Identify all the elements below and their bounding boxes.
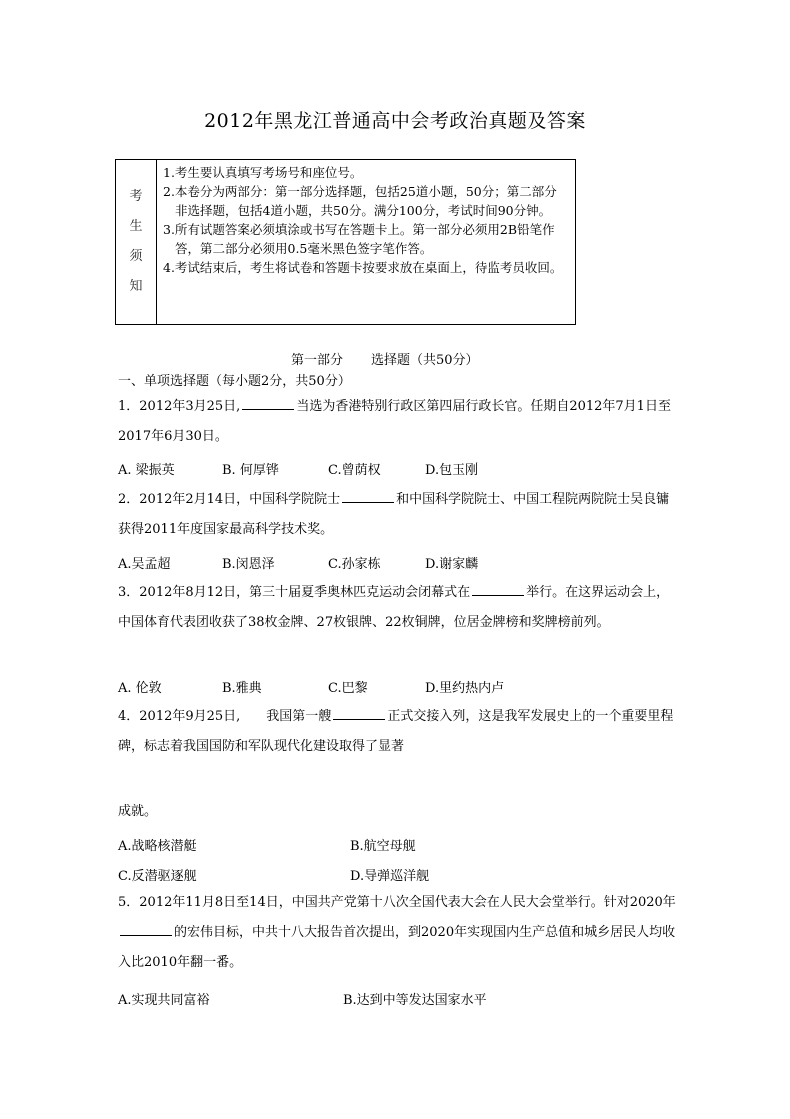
option: C.孙家栋 bbox=[328, 557, 381, 572]
question-text: 和中国科学院院士、中国工程院两院院士吴良镛获得2011年度国家最高科学技术奖。 bbox=[118, 492, 670, 537]
question-text: 3．2012年8月12日，第三十届夏季奥林匹克运动会闭幕式在 bbox=[118, 585, 471, 600]
option: D.导弹巡洋舰 bbox=[350, 869, 430, 884]
answer-blank bbox=[242, 396, 294, 410]
question-text: 的宏伟目标，中共十八大报告首次提出，到2020年实现国内生产总值和城乡居民人均收入比2010年翻一番。 bbox=[118, 925, 676, 970]
option: C.曾荫权 bbox=[328, 463, 381, 478]
question-4-tail: 成就。 bbox=[118, 804, 158, 819]
option: A.实现共同富裕 bbox=[118, 993, 210, 1008]
notice-item: 3.所有试题答案必须填涂或书写在答题卡上。第一部分必须用2B铅笔作答，第二部分必须用0.5毫米黑色签字笔作答。 bbox=[163, 222, 555, 256]
question-text: 当选为香港特别行政区第四届行政长官。任期自2012年7月1日至2017年6月30日。 bbox=[118, 399, 671, 444]
question-text: 举行。在这界运动会上，中国体育代表团收获了38枚金牌、27枚银牌、22枚铜牌，位居金牌榜和奖牌榜前列。 bbox=[118, 585, 670, 630]
answer-blank bbox=[342, 489, 394, 503]
notice-label bbox=[116, 160, 157, 324]
notice-box bbox=[115, 159, 576, 325]
option: B. 何厚铧 bbox=[222, 463, 279, 478]
question-4 bbox=[118, 702, 678, 762]
notice-items bbox=[157, 160, 575, 324]
option: C.反潜驱逐舰 bbox=[118, 869, 197, 884]
notice-label-char: 知 bbox=[129, 279, 143, 294]
option: D.谢家麟 bbox=[425, 557, 479, 572]
page-title: 2012年黑龙江普通高中会考政治真题及答案 bbox=[204, 110, 586, 132]
question-2 bbox=[118, 485, 678, 545]
option: B.达到中等发达国家水平 bbox=[343, 993, 487, 1008]
question-text: 正式交接入列，这是我军发展史上的一个重要里程碑，标志着我国国防和军队现代化建设取得了显著 bbox=[118, 709, 674, 754]
notice-item: 2.本卷分为两部分：第一部分选择题，包括25道小题，50分；第二部分非选择题，包括4道小题，共50分。满分100分，考试时间90分钟。 bbox=[163, 184, 557, 218]
answer-blank bbox=[333, 706, 385, 720]
question-text: 1．2012年3月25日, bbox=[118, 399, 241, 414]
option: B.闵恩泽 bbox=[222, 557, 275, 572]
notice-label-char: 考 bbox=[129, 189, 143, 204]
option: C.巴黎 bbox=[328, 681, 368, 696]
section-title bbox=[291, 349, 479, 368]
section-name: 选择题（共50分） bbox=[371, 353, 479, 368]
option: A. 梁振英 bbox=[118, 463, 175, 478]
notice-label-char: 生 bbox=[129, 219, 143, 234]
question-5 bbox=[118, 888, 678, 978]
subsection-title: 一、单项选择题（每小题2分，共50分） bbox=[118, 374, 351, 389]
section-part: 第一部分 bbox=[291, 353, 344, 368]
option: A.吴孟超 bbox=[118, 557, 171, 572]
option: B.航空母舰 bbox=[350, 839, 416, 854]
notice-label-char: 须 bbox=[129, 249, 143, 264]
option: D.包玉刚 bbox=[425, 463, 479, 478]
question-1 bbox=[118, 392, 678, 452]
option: A. 伦敦 bbox=[118, 681, 162, 696]
option: D.里约热内卢 bbox=[425, 681, 505, 696]
question-text: 2．2012年2月14日，中国科学院院士 bbox=[118, 492, 341, 507]
answer-blank bbox=[472, 582, 524, 596]
notice-item: 4.考试结束后，考生将试卷和答题卡按要求放在桌面上，待监考员收回。 bbox=[163, 260, 563, 275]
option: A.战略核潜艇 bbox=[118, 839, 197, 854]
option: B.雅典 bbox=[222, 681, 262, 696]
question-text: 4．2012年9月25日, 我国第一艘 bbox=[118, 709, 332, 724]
question-text: 5．2012年11月8日至14日，中国共产党第十八次全国代表大会在人民大会堂举行。针对2020年 bbox=[118, 895, 676, 910]
notice-item: 1.考生要认真填写考场号和座位号。 bbox=[163, 165, 363, 180]
answer-blank bbox=[120, 922, 172, 936]
question-3 bbox=[118, 578, 678, 638]
